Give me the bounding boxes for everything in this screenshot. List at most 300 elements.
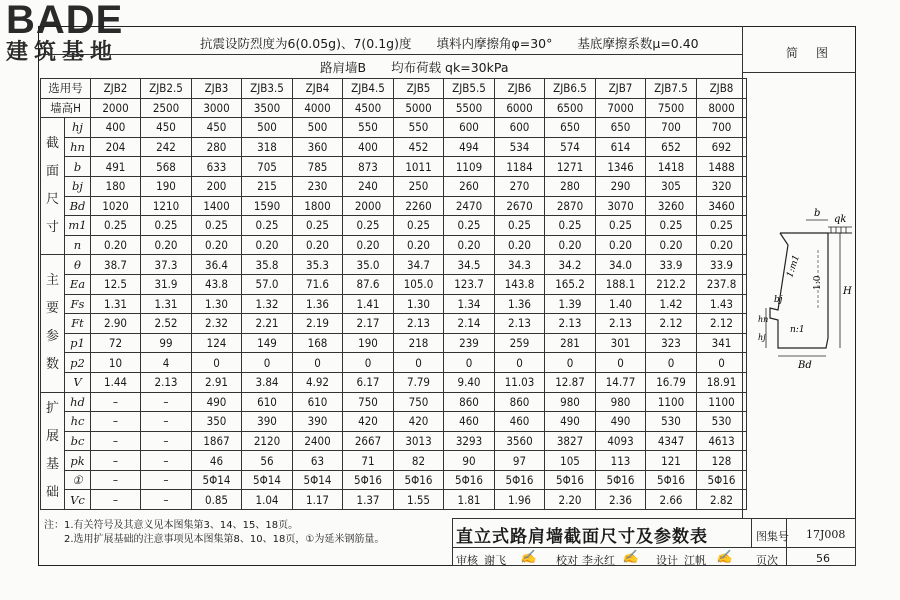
value-cell: 2.90 [91,314,141,334]
value-cell: 0 [697,353,747,373]
value-cell: – [141,392,192,412]
param-symbol: n [65,235,91,255]
value-cell: 1800 [293,196,343,216]
value-cell: 0.25 [444,216,495,236]
value-cell: 2.21 [242,314,293,334]
checker-signature: ✍ [622,550,639,565]
value-cell: 1400 [192,196,242,216]
value-cell: 1.04 [242,490,293,510]
value-cell: 0.20 [394,235,444,255]
model-cell: ZJB7 [596,79,646,99]
value-cell: 280 [545,176,596,196]
value-cell: 123.7 [444,274,495,294]
value-cell: 5Φ16 [596,470,646,490]
header-line-1: 抗震设防烈度为6(0.05g)、7(0.1g)度 填料内摩擦角φ=30° 基底摩擦系数μ=0.40 [200,36,699,51]
model-cell: ZJB5.5 [444,79,495,99]
logo-text-en: BADE [6,0,124,42]
designer-name: 江帆 [684,554,706,567]
model-cell: ZJB3.5 [242,79,293,99]
value-cell: 360 [293,137,343,157]
value-cell: 31.9 [141,274,192,294]
model-cell: ZJB7.5 [646,79,697,99]
value-cell: 215 [242,176,293,196]
table-row [41,157,747,177]
value-cell: 5Φ16 [646,470,697,490]
param-symbol: Vc [65,490,91,510]
value-cell: 0.25 [596,216,646,236]
value-cell: 1020 [91,196,141,216]
height-cell: 2500 [141,98,192,118]
value-cell: 2.13 [394,314,444,334]
table-row [41,216,747,236]
param-symbol: m1 [65,216,91,236]
value-cell: 260 [444,176,495,196]
page-label: 页次 [756,554,778,567]
value-cell: 35.8 [242,255,293,275]
model-cell: ZJB5 [394,79,444,99]
value-cell: 1488 [697,157,747,177]
value-cell: 18.91 [697,372,747,392]
model-cell: ZJB4.5 [343,79,394,99]
value-cell: 16.79 [646,372,697,392]
value-cell: 341 [697,333,747,353]
value-cell: 2.13 [596,314,646,334]
value-cell: – [91,470,141,490]
value-cell: 5Φ16 [343,470,394,490]
value-cell: 460 [444,412,495,432]
value-cell: 34.5 [444,255,495,275]
value-cell: 491 [91,157,141,177]
value-cell: 0.25 [646,216,697,236]
value-cell: 33.9 [697,255,747,275]
height-cell: 6500 [545,98,596,118]
param-symbol: Ft [65,314,91,334]
wall-section-diagram [748,190,852,370]
value-cell: 124 [192,333,242,353]
param-symbol: V [65,372,91,392]
note-1: 注：1.有关符号及其意义见本图集第3、14、15、18页。 [44,520,299,531]
value-cell: 0.25 [242,216,293,236]
value-cell: 700 [646,118,697,138]
value-cell: 242 [141,137,192,157]
param-symbol: ① [65,470,91,490]
value-cell: 0.25 [545,216,596,236]
value-cell: 390 [242,412,293,432]
value-cell: 9.40 [444,372,495,392]
value-cell: 1.44 [91,372,141,392]
value-cell: 34.3 [495,255,545,275]
value-cell: 34.0 [596,255,646,275]
table-row [41,137,747,157]
value-cell: 36.4 [192,255,242,275]
value-cell: 2.12 [697,314,747,334]
header-line-2: 路肩墙B 均布荷载 qk=30kPa [320,60,509,75]
value-cell: 2470 [444,196,495,216]
param-symbol: bj [65,176,91,196]
value-cell: 5Φ16 [394,470,444,490]
table-row [41,255,747,275]
height-cell: 4000 [293,98,343,118]
value-cell: 400 [343,137,394,157]
designer-signature: ✍ [716,550,733,565]
value-cell: 0.25 [91,216,141,236]
value-cell: 12.5 [91,274,141,294]
value-cell: 281 [545,333,596,353]
value-cell: 5Φ16 [444,470,495,490]
value-cell: 2.66 [646,490,697,510]
value-cell: 2.91 [192,372,242,392]
param-symbol: pk [65,451,91,471]
value-cell: 218 [394,333,444,353]
value-cell: 0.20 [596,235,646,255]
value-cell: – [91,451,141,471]
value-cell: 2.13 [495,314,545,334]
value-cell: 35.3 [293,255,343,275]
model-cell: ZJB6.5 [545,79,596,99]
value-cell: 1590 [242,196,293,216]
value-cell: 860 [495,392,545,412]
value-cell: 650 [545,118,596,138]
value-cell: 1867 [192,431,242,451]
value-cell: 490 [596,412,646,432]
value-cell: – [141,431,192,451]
value-cell: – [91,412,141,432]
label-qk: qk [834,214,847,225]
value-cell: 180 [91,176,141,196]
table-row [41,294,747,314]
load-arrows [828,227,852,233]
value-cell: 71.6 [293,274,343,294]
value-cell: 1.17 [293,490,343,510]
value-cell: 240 [343,176,394,196]
value-cell: 0.20 [495,235,545,255]
value-cell: 168 [293,333,343,353]
value-cell: 633 [192,157,242,177]
value-cell: 57.0 [242,274,293,294]
label-b: b [814,208,821,219]
value-cell: 700 [697,118,747,138]
value-cell: 980 [545,392,596,412]
value-cell: 500 [293,118,343,138]
value-cell: 0.25 [495,216,545,236]
height-cell: 6000 [495,98,545,118]
drawing-title: 直立式路肩墙截面尺寸及参数表 [456,527,708,547]
value-cell: 34.2 [545,255,596,275]
param-symbol: p2 [65,353,91,373]
model-cell: ZJB8 [697,79,747,99]
value-cell: 1.36 [293,294,343,314]
value-cell: 14.77 [596,372,646,392]
value-cell: 1.96 [495,490,545,510]
value-cell: 568 [141,157,192,177]
value-cell: 450 [192,118,242,138]
checker-name: 李永红 [582,554,615,567]
value-cell: 239 [444,333,495,353]
table-row [41,451,747,471]
value-cell: 550 [343,118,394,138]
table-row [41,431,747,451]
value-cell: 230 [293,176,343,196]
value-cell: 530 [646,412,697,432]
table-row [41,333,747,353]
value-cell: 0.25 [141,216,192,236]
value-cell: 2.13 [545,314,596,334]
note-2: 2.选用扩展基础的注意事项见本图集第8、10、18页，①为延米钢筋量。 [44,534,385,545]
value-cell: – [91,431,141,451]
param-symbol: hj [65,118,91,138]
model-cell: ZJB2.5 [141,79,192,99]
value-cell: 873 [343,157,394,177]
value-cell: 2.32 [192,314,242,334]
value-cell: 2000 [343,196,394,216]
value-cell: 4 [141,353,192,373]
value-cell: 3460 [697,196,747,216]
value-cell: 71 [343,451,394,471]
value-cell: 10 [91,353,141,373]
atlas-label: 图集号 [756,530,789,543]
value-cell: 0.20 [242,235,293,255]
value-cell: 0.20 [343,235,394,255]
value-cell: 7.79 [394,372,444,392]
value-cell: 190 [343,333,394,353]
value-cell: 692 [697,137,747,157]
value-cell: 56 [242,451,293,471]
param-symbol: Bd [65,196,91,216]
value-cell: 0 [646,353,697,373]
value-cell: 3013 [394,431,444,451]
value-cell: 3827 [545,431,596,451]
value-cell: 0 [444,353,495,373]
value-cell: 500 [242,118,293,138]
value-cell: 38.7 [91,255,141,275]
value-cell: 350 [192,412,242,432]
value-cell: 490 [545,412,596,432]
value-cell: 750 [394,392,444,412]
value-cell: – [141,451,192,471]
table-row [41,98,747,118]
label-hn: hn [758,315,769,324]
value-cell: 37.3 [141,255,192,275]
value-cell: 3.84 [242,372,293,392]
table-row [41,118,747,138]
table-row [41,314,747,334]
value-cell: 2.36 [596,490,646,510]
group-label: 截面尺寸 [41,118,65,255]
value-cell: 143.8 [495,274,545,294]
value-cell: 4613 [697,431,747,451]
value-cell: 420 [394,412,444,432]
height-cell: 5000 [394,98,444,118]
table-row [41,353,747,373]
value-cell: 0 [242,353,293,373]
height-cell: 3000 [192,98,242,118]
value-cell: 2.12 [646,314,697,334]
value-cell: 1.34 [444,294,495,314]
value-cell: 5Φ14 [192,470,242,490]
value-cell: 4347 [646,431,697,451]
parameter-table [40,78,747,510]
value-cell: 280 [192,137,242,157]
value-cell: 149 [242,333,293,353]
value-cell: 4093 [596,431,646,451]
value-cell: 1418 [646,157,697,177]
value-cell: 6.17 [343,372,394,392]
value-cell: 1.31 [91,294,141,314]
value-cell: 323 [646,333,697,353]
value-cell: 652 [646,137,697,157]
value-cell: 46 [192,451,242,471]
model-label: 选用号 [41,79,91,99]
value-cell: 2.52 [141,314,192,334]
value-cell: 0 [293,353,343,373]
table-row [41,392,747,412]
value-cell: 1.55 [394,490,444,510]
value-cell: 2120 [242,431,293,451]
table-row [41,372,747,392]
value-cell: 3260 [646,196,697,216]
value-cell: 113 [596,451,646,471]
logo-text-cn: 建筑基地 [6,40,119,65]
value-cell: 400 [91,118,141,138]
header-divider [40,54,742,55]
value-cell: 320 [697,176,747,196]
value-cell: 1.39 [545,294,596,314]
table-row [41,79,747,99]
value-cell: 705 [242,157,293,177]
value-cell: 420 [343,412,394,432]
value-cell: 0.20 [697,235,747,255]
group-label: 主要参数 [41,255,65,392]
value-cell: 105.0 [394,274,444,294]
value-cell: 1271 [545,157,596,177]
value-cell: 1.32 [242,294,293,314]
value-cell: 35.0 [343,255,394,275]
value-cell: 165.2 [545,274,596,294]
table-row [41,176,747,196]
value-cell: 0 [596,353,646,373]
param-symbol: hd [65,392,91,412]
param-symbol: bc [65,431,91,451]
value-cell: 0.20 [192,235,242,255]
value-cell: 574 [545,137,596,157]
table-row [41,196,747,216]
value-cell: 614 [596,137,646,157]
value-cell: 0.20 [444,235,495,255]
value-cell: 212.2 [646,274,697,294]
label-bj: bj [774,295,783,305]
table-row [41,470,747,490]
label-ratio: 1:0 [813,275,823,290]
page-no: 56 [816,552,830,565]
value-cell: 1.40 [596,294,646,314]
value-cell: 204 [91,137,141,157]
height-cell: 8000 [697,98,747,118]
height-cell: 7500 [646,98,697,118]
value-cell: 34.7 [394,255,444,275]
value-cell: 259 [495,333,545,353]
value-cell: 610 [242,392,293,412]
value-cell: 237.8 [697,274,747,294]
height-cell: 3500 [242,98,293,118]
value-cell: 452 [394,137,444,157]
value-cell: 0.25 [697,216,747,236]
value-cell: 1.81 [444,490,495,510]
value-cell: 450 [141,118,192,138]
value-cell: 1109 [444,157,495,177]
param-symbol: θ [65,255,91,275]
value-cell: 1.41 [343,294,394,314]
value-cell: 121 [646,451,697,471]
value-cell: 2670 [495,196,545,216]
value-cell: 460 [495,412,545,432]
reviewer-signature: ✍ [520,550,537,565]
value-cell: 3293 [444,431,495,451]
label-Bd: Bd [798,360,812,370]
value-cell: 63 [293,451,343,471]
value-cell: 0.20 [141,235,192,255]
value-cell: 105 [545,451,596,471]
value-cell: 0.25 [394,216,444,236]
design-label: 设计 [656,554,678,567]
value-cell: 1210 [141,196,192,216]
value-cell: 1.42 [646,294,697,314]
value-cell: 1.30 [394,294,444,314]
value-cell: 1346 [596,157,646,177]
value-cell: 0 [545,353,596,373]
value-cell: 0.20 [293,235,343,255]
value-cell: 530 [697,412,747,432]
value-cell: 82 [394,451,444,471]
value-cell: – [141,412,192,432]
value-cell: 600 [444,118,495,138]
value-cell: 3070 [596,196,646,216]
value-cell: 97 [495,451,545,471]
value-cell: 1.43 [697,294,747,314]
check-label: 校对 [556,554,578,567]
value-cell: 33.9 [646,255,697,275]
value-cell: 2260 [394,196,444,216]
label-H: H [843,286,852,297]
value-cell: 12.87 [545,372,596,392]
label-m1: 1:m1 [785,253,802,279]
model-cell: ZJB6 [495,79,545,99]
review-label: 审核 [456,554,478,567]
value-cell: 980 [596,392,646,412]
param-symbol: hc [65,412,91,432]
value-cell: 550 [394,118,444,138]
value-cell: 99 [141,333,192,353]
value-cell: 43.8 [192,274,242,294]
value-cell: 750 [343,392,394,412]
table-row [41,490,747,510]
value-cell: – [141,470,192,490]
model-cell: ZJB2 [91,79,141,99]
value-cell: 534 [495,137,545,157]
value-cell: 1.31 [141,294,192,314]
value-cell: 1011 [394,157,444,177]
value-cell: 90 [444,451,495,471]
value-cell: 72 [91,333,141,353]
value-cell: 2.20 [545,490,596,510]
value-cell: – [91,392,141,412]
value-cell: 290 [596,176,646,196]
value-cell: 2870 [545,196,596,216]
value-cell: 1100 [697,392,747,412]
value-cell: 200 [192,176,242,196]
value-cell: 5Φ14 [293,470,343,490]
value-cell: 0.25 [293,216,343,236]
table-row [41,235,747,255]
